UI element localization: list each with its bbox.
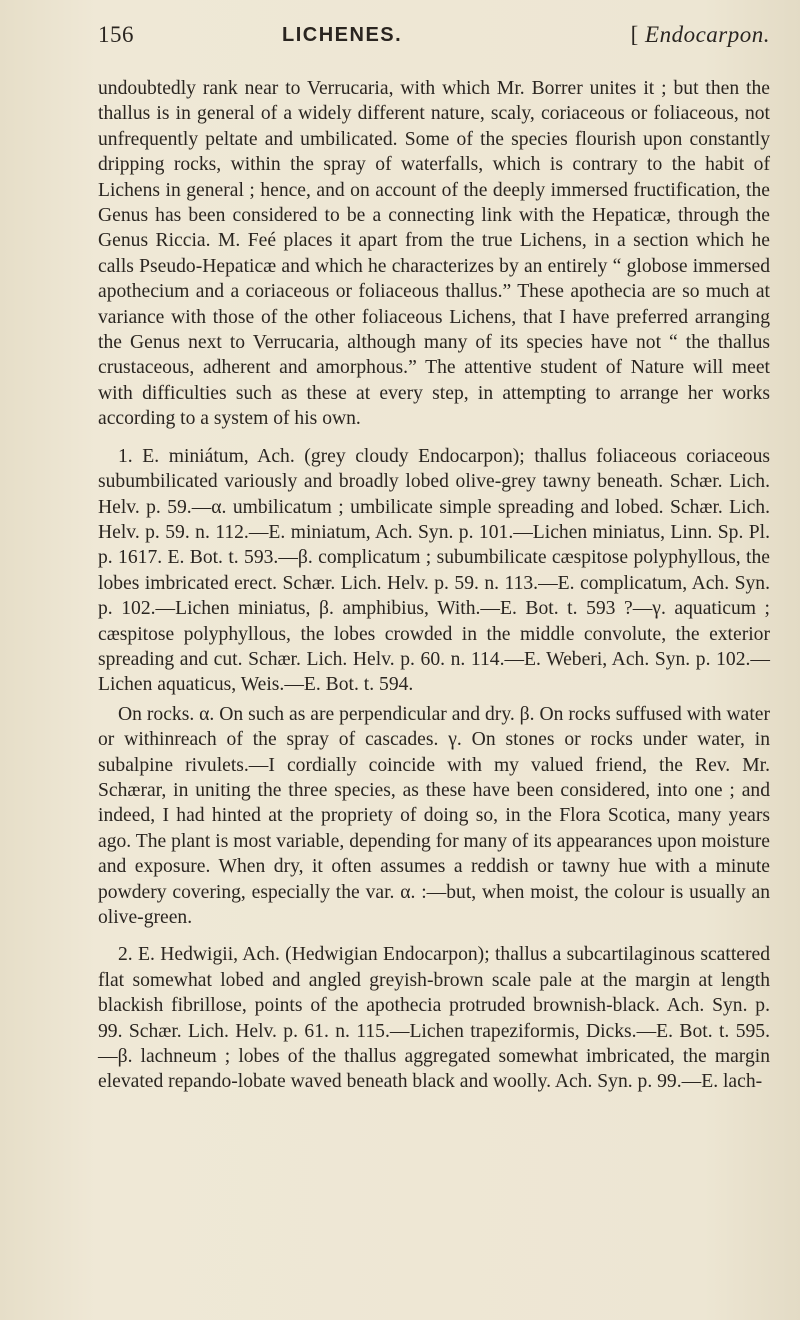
section-bracket: [ (630, 22, 646, 47)
running-head (98, 22, 770, 62)
species-2-paragraph: 2. E. Hedwigii, Ach. (Hedwigian Endocarpon); thallus a subcartilaginous scattered flat somewhat lobed and angled greyish-brown scale pale at the margin at length blackish fibrillose, points of the apothecia protruded brownish-black. Ach. Syn. p. 99. Schær. Lich. Helv. p. 61. n. 115.—Lichen trapeziformis, Dicks.—E. Bot. t. 595.—β. lachneum ; lobes of the thallus aggregated somewhat imbricated, the margin elevated repando-lobate waved beneath black and woolly. Ach. Syn. p. 99.—E. lach- (98, 944, 770, 1093)
body-text (98, 76, 770, 1095)
running-title: LICHENES. (282, 24, 403, 46)
section-label (631, 22, 770, 48)
page-number: 156 (98, 22, 134, 47)
species-1-paragraph: 1. E. miniátum, Ach. (grey cloudy Endocarpon); thallus foliaceous coriaceous subumbilicated variously and broadly lobed olive-grey tawny beneath. Schær. Lich. Helv. p. 59.—α. umbilicatum ; umbilicate simple spreading and lobed. Schær. Lich. Helv. p. 59. n. 112.—E. miniatum, Ach. Syn. p. 101.—Lichen miniatus, Linn. Sp. Pl. p. 1617. E. Bot. t. 593.—β. complicatum ; subumbilicate cæspitose polyphyllous, the lobes imbricated erect. Schær. Lich. Helv. p. 59. n. 113.—E. complicatum, Ach. Syn. p. 102.—Lichen miniatus, β. amphibius, With.—E. Bot. t. 593 ?—γ. aquaticum ; cæspitose polyphyllous, the lobes crowded in the middle convolute, the exterior spreading and cut. Schær. Lich. Helv. p. 60. n. 114.—E. Weberi, Ach. Syn. p. 102.—Lichen aquaticus, Weis.—E. Bot. t. 594. (98, 445, 770, 696)
section-name: Endocarpon. (645, 22, 770, 47)
habitat-paragraph: On rocks. α. On such as are perpendicular and dry. β. On rocks suffused with water or withinreach of the spray of cascades. γ. On stones or rocks under water, in subalpine rivulets.—I cordially coincide with my valued friend, the Rev. Mr. Schærar, in uniting the three species, as these have been considered, into one ; and indeed, I had hinted at the propriety of doing so, in the Flora Scotica, many years ago. The plant is most variable, depending for many of its appearances upon moisture and exposure. When dry, it often assumes a reddish or tawny hue with a minute powdery covering, especially the var. α. :—but, when moist, the colour is usually an olive-green. (98, 703, 770, 928)
intro-paragraph: undoubtedly rank near to Verrucaria, with which Mr. Borrer unites it ; but then the thallus is in general of a widely different nature, scaly, coriaceous or foliaceous, not unfrequently peltate and umbilicated. Some of the species flourish upon constantly dripping rocks, within the spray of waterfalls, which is contrary to the habit of Lichens in general ; hence, and on account of the deeply immersed fructification, the Genus has been considered to be a connecting link with the Hepaticæ, through the Genus Riccia. M. Feé places it apart from the true Lichens, in a section which he calls Pseudo-Hepaticæ and which he characterizes by an entirely “ globose immersed apothecium and a coriaceous or foliaceous thallus.” These apothecia are so much at variance with those of the other foliaceous Lichens, that I have preferred arranging the Genus next to Verrucaria, although many of its species have not “ the thallus crustaceous, adherent and amorphous.” The attentive student of Nature will meet with difficulties such as these at every step, in attempting to arrange her works according to a system of his own. (98, 78, 770, 430)
